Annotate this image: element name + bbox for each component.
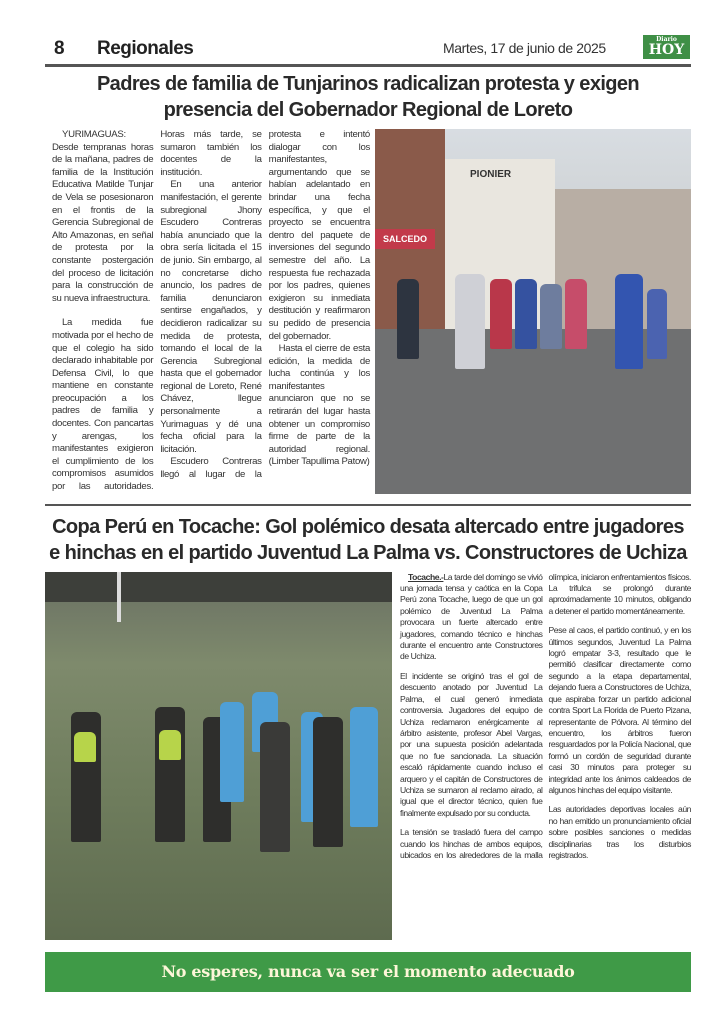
article1-paragraph: Escudero Contreras llegó al lugar de la protesta e intentó dialogar con los manifestantes, argumentando que se habían adelantado en brindar una fecha específica, y que el proyecto se encuentra dentro del paquete de inversiones del segundo semestre del año. La respuesta fue rechazada por los padres, quienes exigieron su inmediata destitución y reafirmaron su pedido de presencia del gobernador. (160, 129, 370, 481)
newspaper-logo (643, 35, 690, 59)
logo-big-text: HOY (648, 42, 685, 58)
article1-paragraph: En una anterior manifestación, el gerente subregional Jhony Escudero Contreras había anunciado que la obra sería licitada el 15 de junio. Sin embargo, al no concretarse dicho anuncio, los padres de familia denunciaron sentirse engañados, y decidieron radicalizar su medida de protesta, tomando el local de la Gerencia Subregional hasta que el gobernador regional de Loreto, René Chávez, llegue personalmente a Yurimaguas y dé una fecha oficial para la licitación. (160, 179, 262, 455)
protest-photo (375, 129, 691, 494)
section-title: Regionales (97, 38, 194, 59)
article1-paragraph: La medida fue motivada por el hecho de que el colegio ha sido declarado inhabitable por Defensa Civil, lo que mantiene en constante preocupación a los padres de familia y docentes. Con pancartas y arengas, los manifestantes exigieron el cumplimiento de los compromisos asumidos por las autoridades. Horas más tarde, se sumaron también los docentes de la institución. (52, 129, 262, 493)
football-incident-photo (45, 572, 392, 940)
article2-paragraph: Pese al caos, el partido continuó, y en los últimos segundos, Juventud La Palma logró empatar 3-3, resultado que le permitió clasificar directamente como segundo a la etapa departamental, dejando fuera a Constructores de Uchiza, que aspiraba forzar un partido adicional contra Sport La Florida de Puerto Pizana, representante de Pólvora. Al término del encuentro, los árbitros fueron resguardados por la Policía Nacional, que formó un cordón de seguridad durante casi 30 minutos para proteger su integridad ante los ánimos caldeados de algunos hinchas del equipo visitante. (548, 625, 691, 795)
logo-small-text: Diario (656, 36, 677, 43)
article1-headline (45, 71, 691, 123)
article1-row (45, 129, 691, 494)
header-rule (45, 64, 691, 67)
article1-body (52, 129, 370, 494)
article2-row (45, 572, 691, 940)
article1-paragraph: Hasta el cierre de esta edición, la medida de lucha continúa y los manifestantes anunciaron que no se retirarán del lugar hasta obtener un compromiso firme de parte de la autoridad regional. (Limber Tapullima Patow) (268, 343, 370, 468)
slogan-banner: No esperes, nunca va ser el momento adecuado (45, 952, 691, 992)
section-divider (45, 504, 691, 506)
article2-headline-line1: Copa Perú en Tocache: Gol polémico desata altercado entre jugadores (52, 515, 684, 538)
article2-paragraph: El incidente se originó tras el gol de descuento anotado por Juventud La Palma, el cual generó inmediata controversia. Jugadores del equipo de Uchiza reclamaron enérgicamente al árbitro asistente, profesor Abel Vargas, por una supuesta posición adelantada que no fue sancionada. La situación escaló rápidamente cuando incluso el arquero y el capitán de Constructores de Uchiza se sumaron al reclamo airado, al igual que el director técnico, quien fue finalmente expulsado por su conducta. (400, 670, 543, 818)
store-sign: SALCEDO (375, 229, 435, 249)
page-number: 8 (54, 38, 65, 59)
dateline: Tocache.- (408, 571, 444, 582)
article2-body (400, 572, 691, 940)
store-sign: PIONIER (470, 169, 512, 180)
issue-date: Martes, 17 de junio de 2025 (443, 40, 606, 56)
article1-paragraph: YURIMAGUAS: Desde tempranas horas de la mañana, padres de familia de la Institución Educativa Matilde Tunjar de Vela se posesionaron en el frontis de la Gerencia Subregional de Alto Amazonas, en señal de protesta por la constante postergación del proceso de licitación para la construcción de su nueva infraestructura. (52, 129, 154, 304)
article1-headline-line2: presencia del Gobernador Regional de Loreto (163, 99, 573, 121)
article2-paragraph: Las autoridades deportivas locales aún no han emitido un pronunciamiento oficial sobre posibles sanciones o medidas disciplinarias tras los disturbios registrados. (548, 804, 691, 860)
article2-headline-line2: e hinchas en el partido Juventud La Palma vs. Constructores de Uchiza (49, 541, 687, 564)
article2-paragraph-text: La tarde del domingo se vivió una jornada tensa y caótica en la Copa Perú zona Tocache, luego de que un gol polémico de Juventud La Palma provocara un fuerte altercado entre jugadores, comando técnico e hinchas durante el encuentro ante Constructores de Uchiza. (400, 571, 543, 662)
article1-headline-line1: Padres de familia de Tunjarinos radicalizan protesta y exigen (96, 73, 640, 95)
page-content (45, 71, 691, 992)
article2-headline (45, 514, 691, 566)
article2-paragraph (400, 572, 543, 663)
article2-paragraph: La tensión se trasladó fuera del campo cuando los hinchas de ambos equipos, ubicados en los alrededores de la malla olímpica, iniciaron enfrentamientos físicos. La trifulca se prolongó durante aproximadamente 10 minutos, obligando a detener el partido momentáneamente. (400, 571, 691, 860)
